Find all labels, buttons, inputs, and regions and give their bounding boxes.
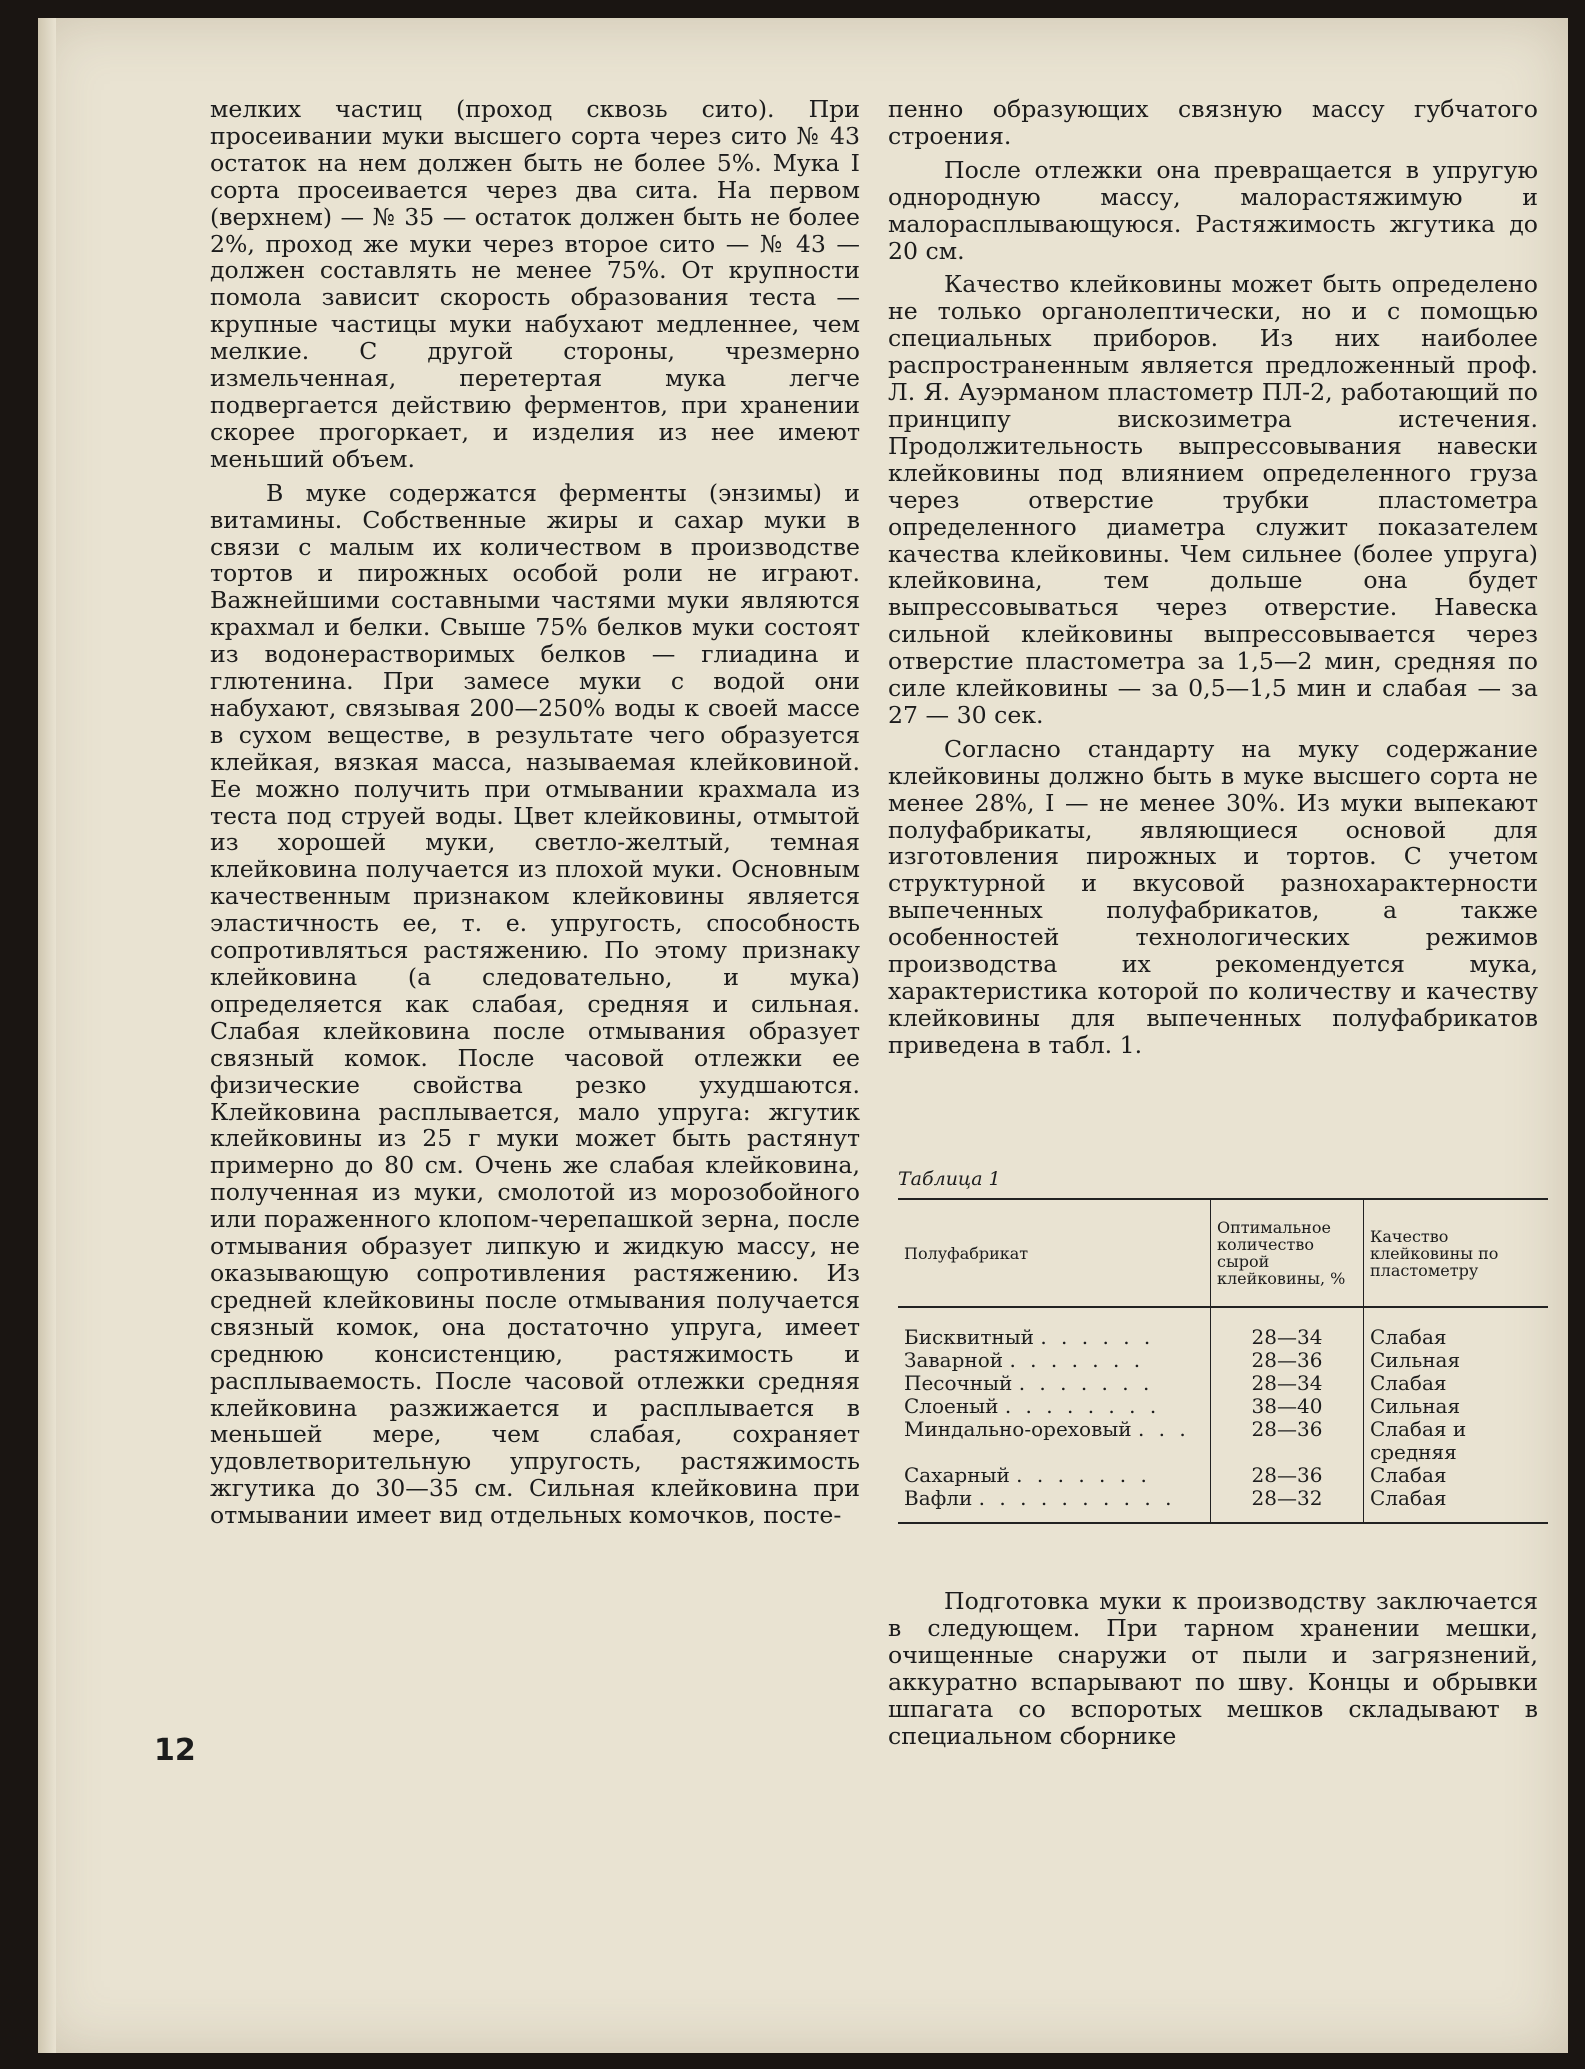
cell-product: Песочный (904, 1371, 1013, 1395)
cell-quality: Слабая и средняя (1364, 1418, 1549, 1464)
leader-dots: . . . . . . . . . . (978, 1486, 1176, 1510)
cell-amount: 38—40 (1211, 1395, 1364, 1418)
table-header-row (898, 1199, 1548, 1307)
cell-amount: 28—36 (1211, 1464, 1364, 1487)
cell-amount: 28—36 (1211, 1349, 1364, 1372)
table-row (898, 1464, 1548, 1487)
leader-dots: . . . . . . . (1018, 1371, 1154, 1395)
right-column (888, 96, 1538, 1059)
cell-product: Миндально-ореховый (904, 1417, 1132, 1441)
flour-table (898, 1198, 1548, 1524)
cell-quality: Слабая (1364, 1372, 1549, 1395)
right-paragraph-3: Качество клейковины может быть определено не только органолептически, но и с помощью специальных приборов. Из них наиболее распространенным является предложенный проф. Л. Я. Ауэрманом пластометр ПЛ-2, работающий по принципу вискозиметра истечения. Продолжительность выпрессовывания навески клейковины под влиянием определенного груза через отверстие трубки пластометра определенного диаметра служит показателем качества клейковины. Чем сильнее (более упруга) клейковина, тем дольше она будет выпрессовываться через отверстие. Навеска сильной клейковины выпрессовывается через отверстие пластометра за 1,5—2 мин, средняя по силе клейковины — за 0,5—1,5 мин и слабая — за 27 — 30 сек. (888, 270, 1538, 729)
cell-product: Сахарный (904, 1463, 1010, 1487)
page-binding-edge (38, 18, 56, 2053)
right-paragraph-5: Подготовка муки к производству заключается в следующем. При тарном хранении мешки, очищенные снаружи от пыли и загрязнений, аккуратно вспарывают по шву. Концы и обрывки шпагата со вспоротых мешков складывают в специальном сборнике (888, 1587, 1538, 1750)
header-product: Полуфабрикат (898, 1199, 1211, 1307)
table-row (898, 1372, 1548, 1395)
table-row (898, 1487, 1548, 1523)
table-1 (898, 1168, 1548, 1524)
left-paragraph-1: мелких частиц (проход сквозь сито). При просеивании муки высшего сорта через сито № 43 остаток на нем должен быть не более 5%. Мука I сорта просеивается через два сита. На первом (верхнем) — № 35 — остаток должен быть не более 2%, проход же муки через второе сито — № 43 — должен составлять не менее 75%. От крупности помола зависит скорость образования теста — крупные частицы муки набухают медленнее, чем мелкие. С другой стороны, чрезмерно измельченная, перетертая мука легче подвергается действию ферментов, при хранении скорее прогоркает, и изделия из нее имеют меньший объем. (210, 95, 860, 473)
cell-product: Слоеный (904, 1394, 999, 1418)
cell-quality: Слабая (1364, 1307, 1549, 1349)
leader-dots: . . . . . . . . (1004, 1394, 1161, 1418)
cell-amount: 28—34 (1211, 1307, 1364, 1349)
leader-dots: . . . . . . . (1016, 1463, 1151, 1487)
left-column (210, 96, 860, 1529)
right-paragraph-2: После отлежки она превращается в упругую однородную массу, малорастяжимую и малорасплывающуюся. Растяжимость жгутика до 20 см. (888, 155, 1538, 265)
table-row (898, 1418, 1548, 1464)
page-number: 12 (154, 1733, 196, 1768)
cell-product: Заварной (904, 1348, 1004, 1372)
table-row (898, 1395, 1548, 1418)
right-bottom-text (888, 1588, 1538, 1749)
left-paragraph-2: В муке содержатся ферменты (энзимы) и витамины. Собственные жиры и сахар муки в связи с малым их количеством в производстве тортов и пирожных особой роли не играют. Важнейшими составными частями муки являются крахмал и белки. Свыше 75% белков муки состоят из водонерастворимых белков — глиадина и глютенина. При замесе муки с водой они набухают, связывая 200—250% воды к своей массе в сухом веществе, в результате чего образуется клейкая, вязкая масса, называемая клейковиной. Ее можно получить при отмывании крахмала из теста под струей воды. Цвет клейковины, отмытой из хорошей муки, светло-желтый, темная клейковина получается из плохой муки. Основным качественным признаком клейковины является эластичность ее, т. е. упругость, способность сопротивляться растяжению. По этому признаку клейковина (а следовательно, и мука) определяется как слабая, средняя и сильная. Слабая клейковина после отмывания образует связный комок. После часовой отлежки ее физические свойства резко ухудшаются. Клейковина расплывается, мало упруга: жгутик клейковины из 25 г муки может быть растянут примерно до 80 см. Очень же слабая клейковина, полученная из муки, смолотой из морозобойного или пораженного клопом-черепашкой зерна, после отмывания образует липкую и жидкую массу, не оказывающую сопротивления растяжению. Из средней клейковины после отмывания получается связный комок, она достаточно упруга, имеет среднюю консистенцию, растяжимость и расплываемость. После часовой отлежки средняя клейковина разжижается и расплывается в меньшей мере, чем слабая, сохраняет удовлетворительную упругость, растяжимость жгутика до 30—35 см. Сильная клейковина при отмывании имеет вид отдельных комочков, посте- (210, 478, 860, 1530)
cell-amount: 28—34 (1211, 1372, 1364, 1395)
cell-quality: Слабая (1364, 1487, 1549, 1523)
right-paragraph-1: пенно образующих связную массу губчатого строения. (888, 95, 1538, 150)
table-caption: Таблица 1 (898, 1168, 1001, 1190)
table-row (898, 1349, 1548, 1372)
cell-quality: Сильная (1364, 1349, 1549, 1372)
leader-dots: . . . . . . . (1009, 1348, 1145, 1372)
cell-quality: Сильная (1364, 1395, 1549, 1418)
table-row (898, 1307, 1548, 1349)
cell-amount: 28—32 (1211, 1487, 1364, 1523)
cell-amount: 28—36 (1211, 1418, 1364, 1464)
cell-product: Бисквитный (904, 1325, 1034, 1349)
leader-dots: . . . (1137, 1417, 1190, 1441)
right-paragraph-4: Согласно стандарту на муку содержание клейковины должно быть в муке высшего сорта не менее 28%, I — не менее 30%. Из муки выпекают полуфабрикаты, являющиеся основой для изготовления пирожных и тортов. С учетом структурной и вкусовой разнохарактерности выпеченных полуфабрикатов, а также особенностей технологических режимов производства их рекомендуется мука, характеристика которой по количеству и качеству клейковины для выпеченных полуфабрикатов приведена в табл. 1. (888, 734, 1538, 1059)
header-gluten-amount: Оптимальное количество сырой клейковины, % (1211, 1199, 1364, 1307)
leader-dots: . . . . . . (1040, 1325, 1155, 1349)
book-page (38, 18, 1568, 2053)
cell-quality: Слабая (1364, 1464, 1549, 1487)
header-gluten-quality: Качество клейковины по пластометру (1364, 1199, 1549, 1307)
cell-product: Вафли (904, 1486, 973, 1510)
